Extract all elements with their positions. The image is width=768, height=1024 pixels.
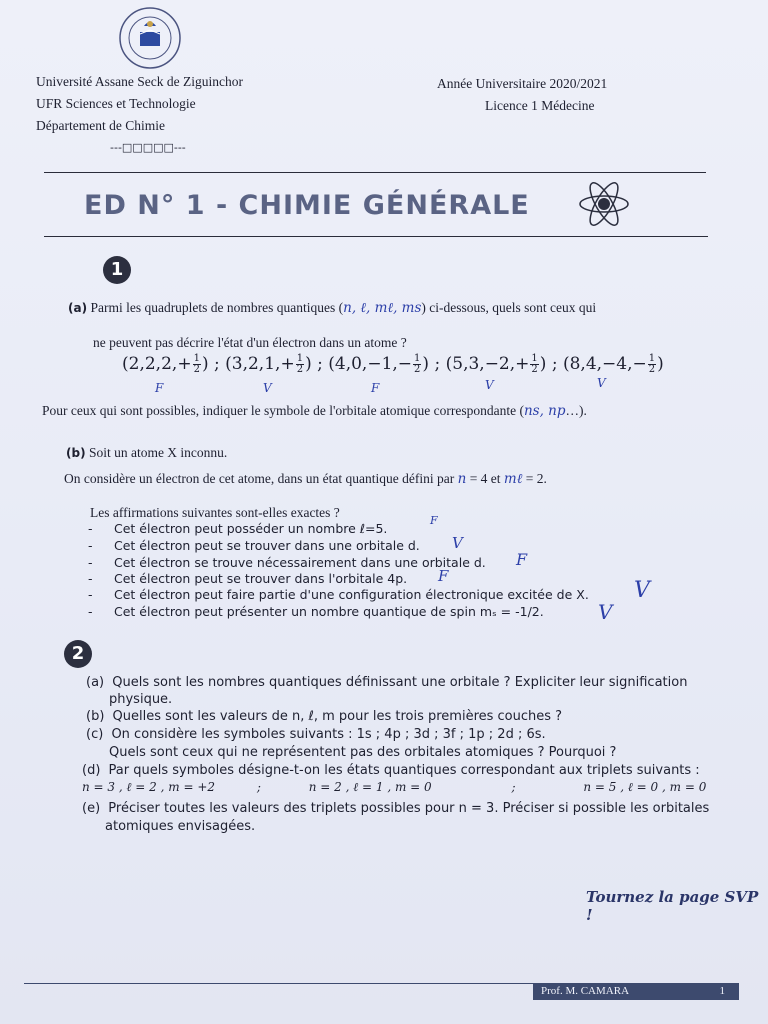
fraction <box>413 354 421 375</box>
hand-mark: V <box>263 381 272 395</box>
context-part1: On considère un électron de cet atome, dans un état quantique défini par <box>64 471 455 486</box>
item-label: (d) <box>82 763 101 778</box>
item-label: (e) <box>82 801 101 816</box>
fraction <box>530 354 538 375</box>
quadruplet-values: 2,2,2, <box>128 354 178 374</box>
quadruplet-values: 5,3,−2, <box>452 354 516 374</box>
course-level: Licence 1 Médecine <box>485 98 595 113</box>
footer-bar <box>533 983 739 1000</box>
fraction-den: 2 <box>414 364 421 375</box>
triplet-separator: ; <box>256 780 261 794</box>
hand-mark: F <box>516 550 528 569</box>
item-line: Préciser toutes les valeurs des triplets possibles pour n = 3. Préciser si possible les orbitales <box>108 801 710 816</box>
exercise-1b-label: (b) <box>66 446 86 460</box>
triplet-separator: ; <box>511 780 516 794</box>
list-dash: - <box>88 587 93 602</box>
quadruplet: (4,0,−1,− $\frac{1}{2}$ ) <box>328 353 430 375</box>
exercise-1b-text: Soit un atome X inconnu. <box>88 445 228 460</box>
footer-rule <box>24 983 534 984</box>
fraction-num: 1 <box>414 353 421 364</box>
exercise-2-badge: 2 <box>64 640 92 668</box>
exercise-1a-text-part2: ) ci-dessous, quels sont ceux qui <box>421 300 597 315</box>
context-part2: = 4 et <box>469 471 501 486</box>
fraction <box>296 354 304 375</box>
exercise-2c-cont: Quels sont ceux qui ne représentent pas des orbitales atomiques ? Pourquoi ? <box>109 745 617 760</box>
exercise-2a-cont: physique. <box>109 692 173 707</box>
quadruplet-sign: + <box>280 354 295 374</box>
document-title: ED N° 1 - CHIMIE GÉNÉRALE <box>84 190 530 221</box>
fraction-num: 1 <box>648 353 656 364</box>
quadruplet-separator: ; <box>213 354 220 374</box>
header-separator: ---□□□□□--- <box>110 141 186 154</box>
list-dash: - <box>88 571 93 586</box>
item-line: Quelles sont les valeurs de n, ℓ, m pour les trois premières couches ? <box>112 709 563 724</box>
fraction <box>648 354 656 375</box>
item-label: (c) <box>86 727 104 742</box>
hand-mark: V <box>485 378 494 392</box>
hand-mark: F <box>430 514 438 527</box>
affirmation-item <box>88 587 589 602</box>
quadruplet-values: 3,2,1, <box>231 354 281 374</box>
quadruplet: (8,4,−4,− $\frac{1}{2}$ ) <box>562 353 664 375</box>
atom-icon <box>576 180 632 228</box>
affirmation-text: Cet électron se trouve nécessairement dans une orbitale d. <box>114 555 486 570</box>
list-dash: - <box>88 555 93 570</box>
item-line: On considère les symboles suivants : 1s ; 4p ; 3d ; 3f ; 1p ; 2d ; 6s. <box>111 727 546 742</box>
exercise-1a-question <box>68 299 728 317</box>
exercise-1a-label: (a) <box>68 301 88 315</box>
triplet: n = 5 , ℓ = 0 , m = 0 <box>583 780 707 794</box>
hand-mark: F <box>371 381 380 395</box>
exercise-2c <box>86 726 546 743</box>
fraction-num: 1 <box>193 353 200 364</box>
item-line: Par quels symboles désigne-t-on les états quantiques correspondant aux triplets suivants : <box>108 763 700 778</box>
affirmation-text: Cet électron peut faire partie d'une configuration électronique excitée de X. <box>114 587 589 602</box>
fraction-den: 2 <box>193 364 200 375</box>
affirmation-item <box>88 604 544 619</box>
quadruplet-sign: − <box>632 354 647 374</box>
fraction-num: 1 <box>296 353 304 364</box>
handwritten-ml: mℓ <box>503 471 523 487</box>
handwritten-quantum-numbers: n, ℓ, mℓ, ms <box>343 300 422 316</box>
list-dash: - <box>88 521 93 536</box>
affirmation-item <box>88 555 486 570</box>
list-dash: - <box>88 538 93 553</box>
possible-text-part1: Pour ceux qui sont possibles, indiquer le symbole de l'orbitale atomique correspondante ( <box>42 403 524 418</box>
quadruplet-list <box>122 354 664 375</box>
exercise-2d <box>82 762 700 779</box>
page-number: 1 <box>719 985 725 997</box>
turn-page-note: Tournez la page SVP ! <box>586 888 759 924</box>
fraction-den: 2 <box>531 364 538 375</box>
possible-orbitals-question <box>42 402 587 420</box>
quadruplet-separator: ; <box>434 354 441 374</box>
ufr-name: UFR Sciences et Technologie <box>36 96 196 111</box>
affirmation-text: Cet électron peut posséder un nombre ℓ=5. <box>114 521 388 536</box>
affirmation-item <box>88 571 407 586</box>
academic-block <box>437 73 607 117</box>
exercise-1a-question-line2: ne peuvent pas décrire l'état d'un électron dans un atome ? <box>93 335 407 350</box>
professor-name: Prof. M. CAMARA <box>541 985 630 997</box>
handwritten-orbitals: ns, np <box>523 403 566 419</box>
handwritten-n: n <box>457 471 467 487</box>
title-rule-bottom <box>44 236 708 237</box>
fraction-den: 2 <box>648 364 656 375</box>
affirmation-text: Cet électron peut se trouver dans une orbitale d. <box>114 538 420 553</box>
title-rule-top <box>44 172 706 173</box>
quadruplet-values: 4,0,−1, <box>334 354 398 374</box>
affirmation-text: Cet électron peut présenter un nombre quantique de spin mₛ = -1/2. <box>114 604 544 619</box>
hand-mark: V <box>597 376 606 390</box>
triplet: n = 2 , ℓ = 1 , m = 0 <box>308 780 432 794</box>
triplet: n = 3 , ℓ = 2 , m = +2 <box>82 780 216 794</box>
quadruplet-sign: − <box>397 354 413 374</box>
quadruplet-sign: + <box>177 354 192 374</box>
hand-mark: F <box>155 381 164 395</box>
quadruplet: (2,2,2,+ $\frac{1}{2}$ ) <box>122 353 209 375</box>
exercise-2e <box>82 800 709 817</box>
exercise-1b-intro <box>66 444 227 462</box>
quadruplet-separator: ; <box>551 354 558 374</box>
possible-text-part2: …). <box>565 403 587 418</box>
affirmation-item <box>88 538 420 553</box>
affirmation-text: Cet électron peut se trouver dans l'orbitale 4p. <box>114 571 408 586</box>
exercise-1a-text-part1: Parmi les quadruplets de nombres quantiques ( <box>90 300 344 315</box>
affirmations-intro: Les affirmations suivantes sont-elles exactes ? <box>90 505 340 520</box>
exercise-2b <box>86 708 562 725</box>
fraction-den: 2 <box>296 364 304 375</box>
department-name: Département de Chimie <box>36 118 165 133</box>
quadruplet: (5,3,−2,+ $\frac{1}{2}$ ) <box>445 353 547 375</box>
hand-mark: V <box>452 534 463 552</box>
institution-block <box>36 71 243 159</box>
affirmation-item <box>88 521 387 536</box>
quadruplet-separator: ; <box>317 354 323 374</box>
list-dash: - <box>88 604 93 619</box>
fraction <box>193 354 201 375</box>
university-name: Université Assane Seck de Ziguinchor <box>36 74 243 89</box>
item-label: (a) <box>86 675 105 690</box>
university-logo <box>118 6 182 70</box>
item-line: Quels sont les nombres quantiques définissant une orbitale ? Expliciter leur signification <box>112 675 688 690</box>
quadruplet-sign: + <box>515 354 530 374</box>
item-label: (b) <box>86 709 105 724</box>
hand-mark: V <box>634 578 650 603</box>
exercise-2e-cont: atomiques envisagées. <box>105 819 256 834</box>
exercise-2a <box>86 674 687 691</box>
exercise-1-badge: 1 <box>103 256 131 284</box>
quadruplet: (3,2,1,+ $\frac{1}{2}$ ) <box>225 353 312 375</box>
context-part3: = 2. <box>525 471 547 486</box>
academic-year: Année Universitaire 2020/2021 <box>437 76 608 91</box>
triplet-row <box>82 780 706 795</box>
quadruplet-values: 8,4,−4, <box>569 354 633 374</box>
hand-mark: F <box>438 567 449 585</box>
exercise-1b-context <box>64 470 547 488</box>
fraction-num: 1 <box>531 353 538 364</box>
hand-mark: V <box>598 600 613 624</box>
